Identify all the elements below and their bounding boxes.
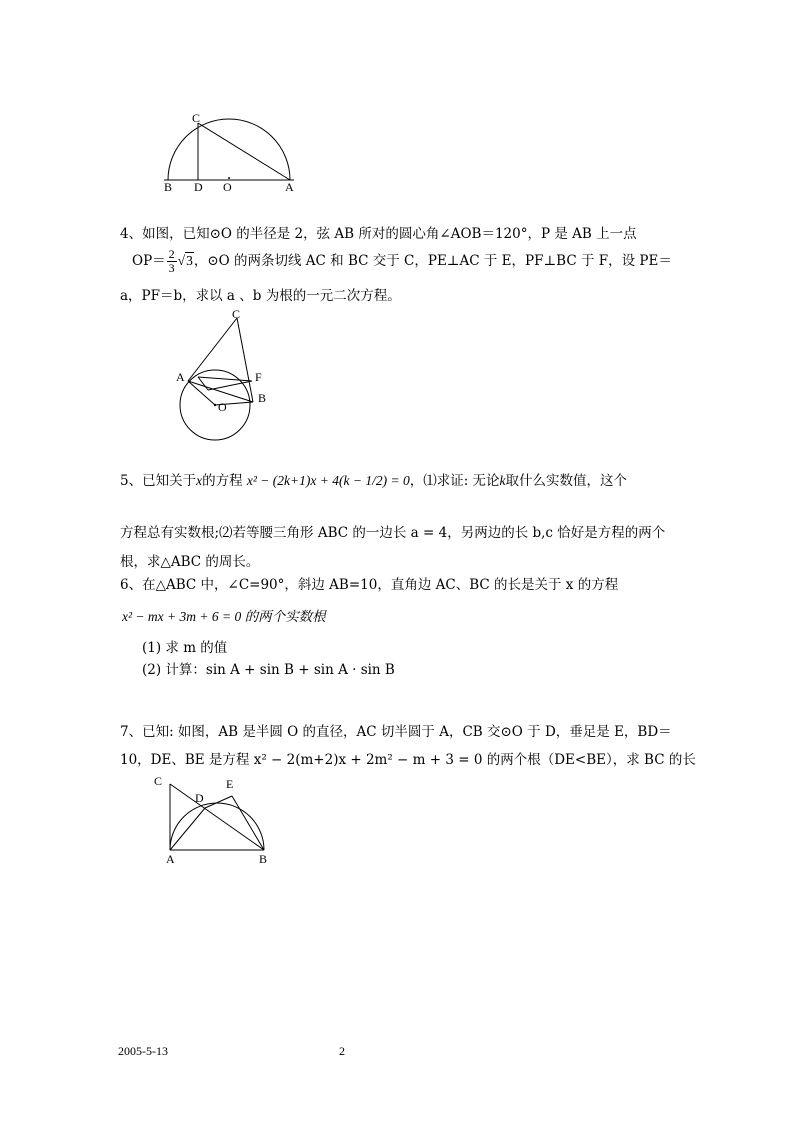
page-number: 2 xyxy=(339,1044,345,1058)
fig3-label-d: D xyxy=(195,791,204,805)
q4-frac-den: 3 xyxy=(168,261,175,275)
q5-line3: 根，求△ABC 的周长。 xyxy=(120,554,260,570)
q5-mid: 的方程 xyxy=(202,473,243,489)
q6-line1: 6、在△ABC 中，∠C=90°，斜边 AB=10，直角边 AC、BC 的长是关于 x 的方程 xyxy=(120,577,619,593)
fig3-label-b: B xyxy=(259,852,268,866)
q4-line2: OP＝ $\frac{2}{3}$ √3，⊙O 的两条切线 AC 和 BC 交于 C，PE⊥AC 于 E，PF⊥BC 于 F，设 PE＝ xyxy=(132,247,672,275)
q4-sqrt: 3 xyxy=(186,253,193,268)
fig1-label-a: A xyxy=(285,180,294,194)
fig3-label-a: A xyxy=(166,852,175,866)
q4-fraction xyxy=(167,248,177,275)
q5-post2: 取什么实数值，这个 xyxy=(505,473,628,489)
fig2-label-b: B xyxy=(258,391,267,405)
q5-var-x: x xyxy=(196,473,203,488)
q6-sub2: (2) 计算：sin A + sin B + sin A · sin B xyxy=(142,662,395,678)
q6-equation: x² − mx + 3m + 6 = 0 的两个实数根 xyxy=(122,609,326,624)
q5-line1 xyxy=(120,471,627,491)
fig2-label-a: A xyxy=(176,370,185,384)
fig2-label-c: C xyxy=(232,307,241,321)
q6-sub1: (1) 求 m 的值 xyxy=(142,640,228,656)
q5-equation: x² − (2k+1)x + 4(k − 1/2) = 0 xyxy=(246,473,410,488)
q4-frac-num: 2 xyxy=(168,247,175,261)
figure-semicircle-tangent xyxy=(150,770,285,870)
q4-line1: 4、如图，已知⊙O 的半径是 2，弦 AB 所对的圆心角∠AOB＝120°，P 是 AB 上一点 xyxy=(120,226,637,242)
q5-line2: 方程总有实数根;⑵若等腰三角形 ABC 的一边长 a = 4，另两边的长 b,c 恰好是方程的两个 xyxy=(120,525,666,541)
q4-line3: a，PF＝b，求以 a 、b 为根的一元二次方程。 xyxy=(120,288,401,304)
q7-line2: 10，DE、BE 是方程 x² − 2(m+2)x + 2m² − m + 3 = 0 的两个根（DE<BE），求 BC 的长 xyxy=(120,752,696,768)
footer-date: 2005-5-13 xyxy=(118,1044,168,1058)
fig3-label-e: E xyxy=(226,777,234,791)
q7-line1: 7、已知: 如图，AB 是半圆 O 的直径，AC 切半圆于 A，CB 交⊙O 于 D，垂足是 E，BD＝ xyxy=(120,724,672,740)
fig1-label-d: D xyxy=(194,180,203,194)
fig2-label-o: O xyxy=(218,400,227,414)
figure-semicircle-1 xyxy=(150,105,310,200)
q4-op-label: OP＝ xyxy=(132,253,166,269)
fig3-label-c: C xyxy=(154,774,163,788)
fig1-label-c: C xyxy=(192,111,201,125)
q5-post1: ，⑴求证: 无论 xyxy=(409,473,500,489)
q5-pre: 5、已知关于 xyxy=(120,473,197,489)
fig1-label-o: O xyxy=(223,180,232,194)
figure-circle-tangents xyxy=(170,305,285,450)
fig2-label-f: F xyxy=(255,370,262,384)
fig1-label-b: B xyxy=(164,180,173,194)
q5-var-k: k xyxy=(499,473,506,488)
q4-line2-text: ，⊙O 的两条切线 AC 和 BC 交于 C，PE⊥AC 于 E，PF⊥BC 于 F，设 PE＝ xyxy=(193,253,672,269)
